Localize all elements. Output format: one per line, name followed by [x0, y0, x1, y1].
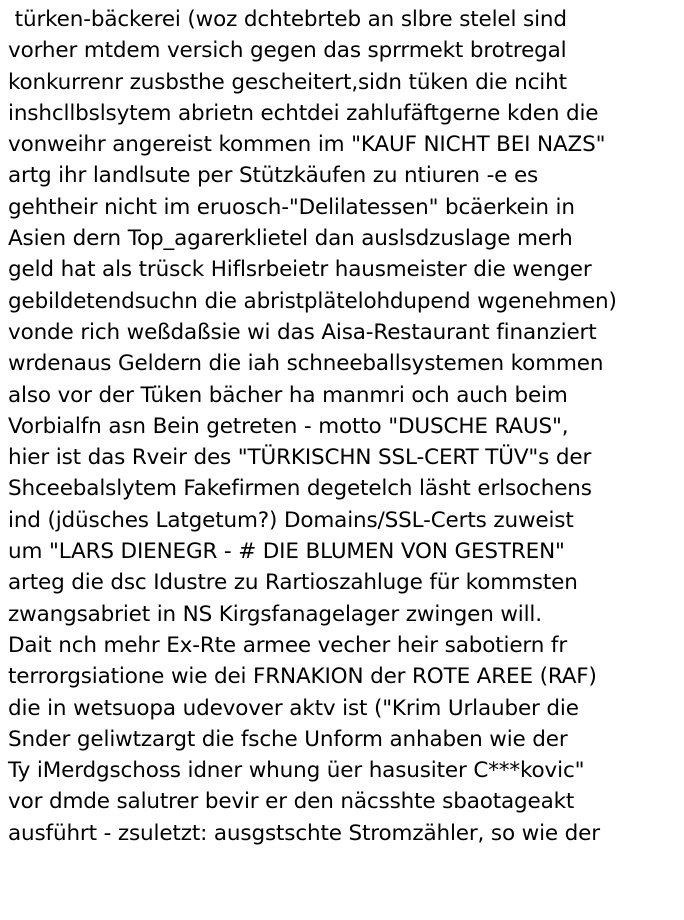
text-line: ausführt - zsuletzt: ausgstschte Stromzähler, so wie der	[8, 820, 600, 846]
text-line: arteg die dsc Idustre zu Rartioszahluge für kommsten	[8, 570, 578, 596]
text-line: vonde rich weßdaßsie wi das Aisa-Restaurant finanziert	[8, 319, 597, 345]
text-line: terrorgsiatione wie dei FRNAKION der ROTE AREE (RAF)	[8, 664, 597, 690]
text-line: ind (jdüsches Latgetum?) Domains/SSL-Certs zuweist	[8, 507, 574, 533]
text-line: vonweihr angereist kommen im "KAUF NICHT BEI NAZS"	[8, 132, 606, 158]
text-line: gebildetendsuchn die abristplätelohdupend wgenehmen)	[8, 288, 617, 314]
text-line: um "LARS DIENEGR - # DIE BLUMEN VON GESTREN"	[8, 539, 565, 565]
text-line: zwangsabriet in NS Kirgsfanagelager zwingen will.	[8, 601, 542, 627]
text-line: türken-bäckerei (woz dchtebrteb an slbre stelel sind	[8, 7, 567, 32]
text-line: also vor der Tüken bächer ha manmri och auch beim	[8, 382, 568, 408]
text-line: hier ist das Rveir des "TÜRKISCHN SSL-CERT TÜV"s der	[8, 445, 592, 471]
text-line: Asien dern Top_agarerklietel dan auslsdzuslage merh	[8, 226, 573, 252]
text-line: geld hat als trüsck Hiflsrbeietr hausmeister die wenger	[8, 257, 592, 283]
text-line: inshcllbslsytem abrietn echtdei zahlufäftgerne kden die	[8, 100, 599, 126]
text-line: artg ihr landlsute per Stützkäufen zu ntiuren -e es	[8, 163, 539, 189]
text-line: Snder geliwtzargt die fsche Unform anhaben wie der	[8, 726, 568, 752]
text-line: wrdenaus Geldern die iah schneeballsystemen kommen	[8, 351, 604, 377]
text-line: die in wetsuopa udevover aktv ist ("Krim Urlauber die	[8, 695, 579, 721]
text-line: Shceebalslytem Fakefirmen degetelch läsht erlsochens	[8, 476, 592, 502]
text-line: gehtheir nicht im eruosch-"Delilatessen" bcäerkein in	[8, 194, 575, 220]
text-line: Dait nch mehr Ex-Rte armee vecher heir sabotiern fr	[8, 632, 568, 658]
text-line: konkurrenr zusbsthe gescheitert,sidn tüken die nciht	[8, 69, 567, 95]
text-line: Vorbialfn asn Bein getreten - motto "DUSCHE RAUS",	[8, 413, 569, 439]
text-line: vor dmde salutrer bevir er den näcsshte sbaotageakt	[8, 789, 575, 815]
text-line: vorher mtdem versich gegen das sprrmekt brotregal	[8, 38, 567, 64]
text-line: Ty iMerdgschoss idner whung üer hasusiter C***kovic"	[8, 758, 585, 784]
